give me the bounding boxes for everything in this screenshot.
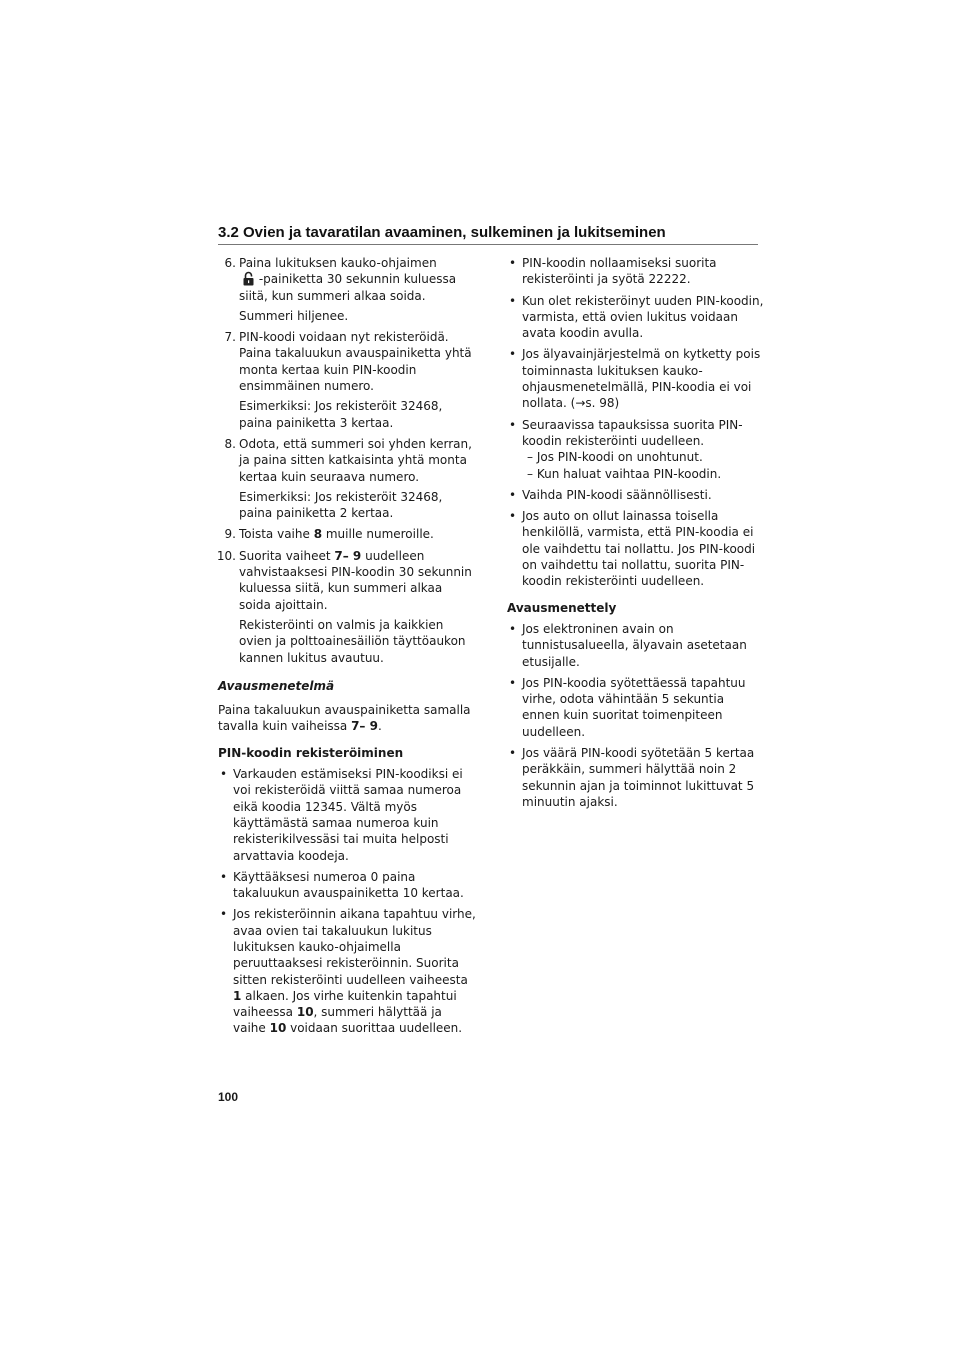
step-text: Paina lukituksen kauko-ohjaimen xyxy=(239,256,437,270)
bullet: • xyxy=(509,293,517,308)
method-ref: 7– 9 xyxy=(351,719,378,734)
bullet: • xyxy=(509,509,517,524)
step-ref: 10 xyxy=(269,1021,287,1036)
list-item-text: Jos PIN-koodia syötettäessä tapahtuu virhe, odota vähintään 5 sekuntia ennen kuin suoritat toimenpiteen uudelleen. xyxy=(522,675,746,739)
list-item-text: Käyttääksesi numeroa 0 paina takaluukun avauspainiketta 10 kertaa. xyxy=(233,869,464,901)
bullet: • xyxy=(509,621,517,636)
step-ref: 10 xyxy=(296,1005,314,1020)
list-item xyxy=(507,487,765,503)
step-8 xyxy=(218,436,476,521)
list-item-text: , summeri hälyttää ja vaihe xyxy=(233,1005,442,1036)
step-note: Esimerkiksi: Jos rekisteröit 32468, paina painiketta 3 kertaa. xyxy=(239,399,443,430)
list-item xyxy=(507,417,765,482)
bullet: • xyxy=(509,746,517,761)
step-text: Suorita vaiheet xyxy=(239,548,335,563)
step-text: Toista vaihe xyxy=(239,527,314,542)
step-note: Summeri hiljenee. xyxy=(239,308,349,323)
step-number: 10. xyxy=(216,548,236,563)
list-item xyxy=(218,766,476,864)
step-text-cont: -painiketta 30 sekunnin kuluessa siitä, kun summeri alkaa soida. xyxy=(239,272,457,303)
list-item xyxy=(507,675,765,740)
list-item-text: Jos auto on ollut lainassa toisella henkilöllä, varmista, että PIN-koodia ei ole vaihdettu tai nollattu. Jos PIN-koodi on vaihdettu tai nollattu, suorita PIN-koodin rekisteröinti uudelleen. xyxy=(522,509,756,589)
step-6 xyxy=(218,255,476,324)
list-item xyxy=(507,745,765,810)
header-divider xyxy=(218,244,758,245)
list-item-text: Vaihda PIN-koodi säännöllisesti. xyxy=(522,487,712,502)
step-text: Odota, että summeri soi yhden kerran, ja paina sitten katkaisinta yhtä monta kertaa kuin seuraava numero. xyxy=(239,436,472,484)
step-7 xyxy=(218,329,476,431)
step-ref: 1 xyxy=(233,988,242,1003)
dash-item: – Jos PIN-koodi on unohtunut. xyxy=(527,450,703,465)
list-item-text: alkaen. Jos virhe kuitenkin tapahtui vaiheessa xyxy=(233,988,457,1020)
method-text: Paina takaluukun avauspainiketta samalla tavalla kuin vaiheissa xyxy=(218,703,471,734)
dash-item: – Kun haluat vaihtaa PIN-koodin. xyxy=(527,466,722,481)
list-item-text: Jos elektroninen avain on tunnistusalueella, älyavain asetetaan etusijalle. xyxy=(522,621,747,669)
list-item-text: PIN-koodin nollaamiseksi suorita rekisteröinti ja syötä 22222. xyxy=(522,256,717,287)
bullet: • xyxy=(509,256,517,270)
step-text-cont: muille numeroille. xyxy=(322,527,434,542)
section-header: 3.2 Ovien ja tavaratilan avaaminen, sulkeminen ja lukitseminen xyxy=(218,224,666,241)
step-10 xyxy=(218,548,476,666)
step-note: Esimerkiksi: Jos rekisteröit 32468, paina painiketta 2 kertaa. xyxy=(239,489,443,521)
step-number: 7. xyxy=(224,330,236,345)
bullet: • xyxy=(509,417,517,432)
list-item xyxy=(507,508,765,589)
step-number: 6. xyxy=(224,256,236,270)
procedure-heading: Avausmenettely xyxy=(507,600,617,615)
method-end: . xyxy=(377,719,382,734)
method-heading: Avausmenetelmä xyxy=(218,678,335,693)
list-item-text: Jos väärä PIN-koodi syötetään 5 kertaa peräkkäin, summeri hälyttää noin 2 sekunnin ajan ja toiminnot lukittuvat 5 minuutin ajaksi. xyxy=(522,746,755,809)
list-item-text: Varkauden estämiseksi PIN-koodiksi ei voi rekisteröidä viittä samaa numeroa eikä koodia 12345. Vältä myös käyttämästä samaa numeroa kuin rekisterikilvessäsi tai muita helposti arvattavia koodeja. xyxy=(233,767,463,863)
bullet: • xyxy=(509,487,517,502)
bullet: • xyxy=(220,907,228,922)
list-item-text: Kun olet rekisteröinyt uuden PIN-koodin, varmista, että ovien lukitus voidaan avata koodin avulla. xyxy=(522,293,764,341)
step-number: 8. xyxy=(224,436,236,451)
step-text-cont: uudelleen vahvistaaksesi PIN-koodin 30 sekunnin kuluessa siitä, kun summeri alkaa soida ajoittain. xyxy=(239,548,472,612)
lock-icon xyxy=(242,271,255,286)
list-item xyxy=(507,621,765,670)
right-column xyxy=(507,255,765,815)
list-item xyxy=(507,255,765,288)
step-ref: 8 xyxy=(313,527,323,542)
list-item-text: Jos älyavainjärjestelmä on kytketty pois toiminnasta lukituksen kauko-ohjausmenetelmällä, PIN-koodia ei voi nollata. (→s. 98) xyxy=(522,347,761,411)
page-number: 100 xyxy=(218,1090,239,1104)
list-item xyxy=(218,869,476,902)
list-item xyxy=(507,293,765,342)
bullet: • xyxy=(509,675,517,690)
step-ref: 7– 9 xyxy=(334,548,362,563)
step-9 xyxy=(218,526,476,542)
registration-heading: PIN-koodin rekisteröiminen xyxy=(218,745,404,760)
bullet: • xyxy=(509,347,517,362)
bullet: • xyxy=(220,767,228,782)
step-number: 9. xyxy=(224,527,236,542)
left-column xyxy=(218,255,476,1042)
list-item-text: voidaan suorittaa uudelleen. xyxy=(286,1021,463,1036)
list-item xyxy=(218,906,476,1036)
step-note: Rekisteröinti on valmis ja kaikkien ovien ja polttoainesäiliön täyttöaukon kannen lukitus avautuu. xyxy=(239,617,466,665)
list-item-text: Jos rekisteröinnin aikana tapahtuu virhe, avaa ovien tai takaluukun lukitus lukituksen kauko-ohjaimella peruuttaaksesi rekisteröinnin. Suorita sitten rekisteröinti uudelleen vaiheesta xyxy=(233,907,476,987)
list-item xyxy=(507,346,765,411)
step-text: PIN-koodi voidaan nyt rekisteröidä. Paina takaluukun avauspainiketta yhtä monta kertaa kuin PIN-koodin ensimmäinen numero. xyxy=(239,330,472,394)
method-paragraph xyxy=(218,702,476,735)
bullet: • xyxy=(220,869,228,884)
list-item-text: Seuraavissa tapauksissa suorita PIN-koodin rekisteröinti uudelleen. xyxy=(522,417,743,448)
